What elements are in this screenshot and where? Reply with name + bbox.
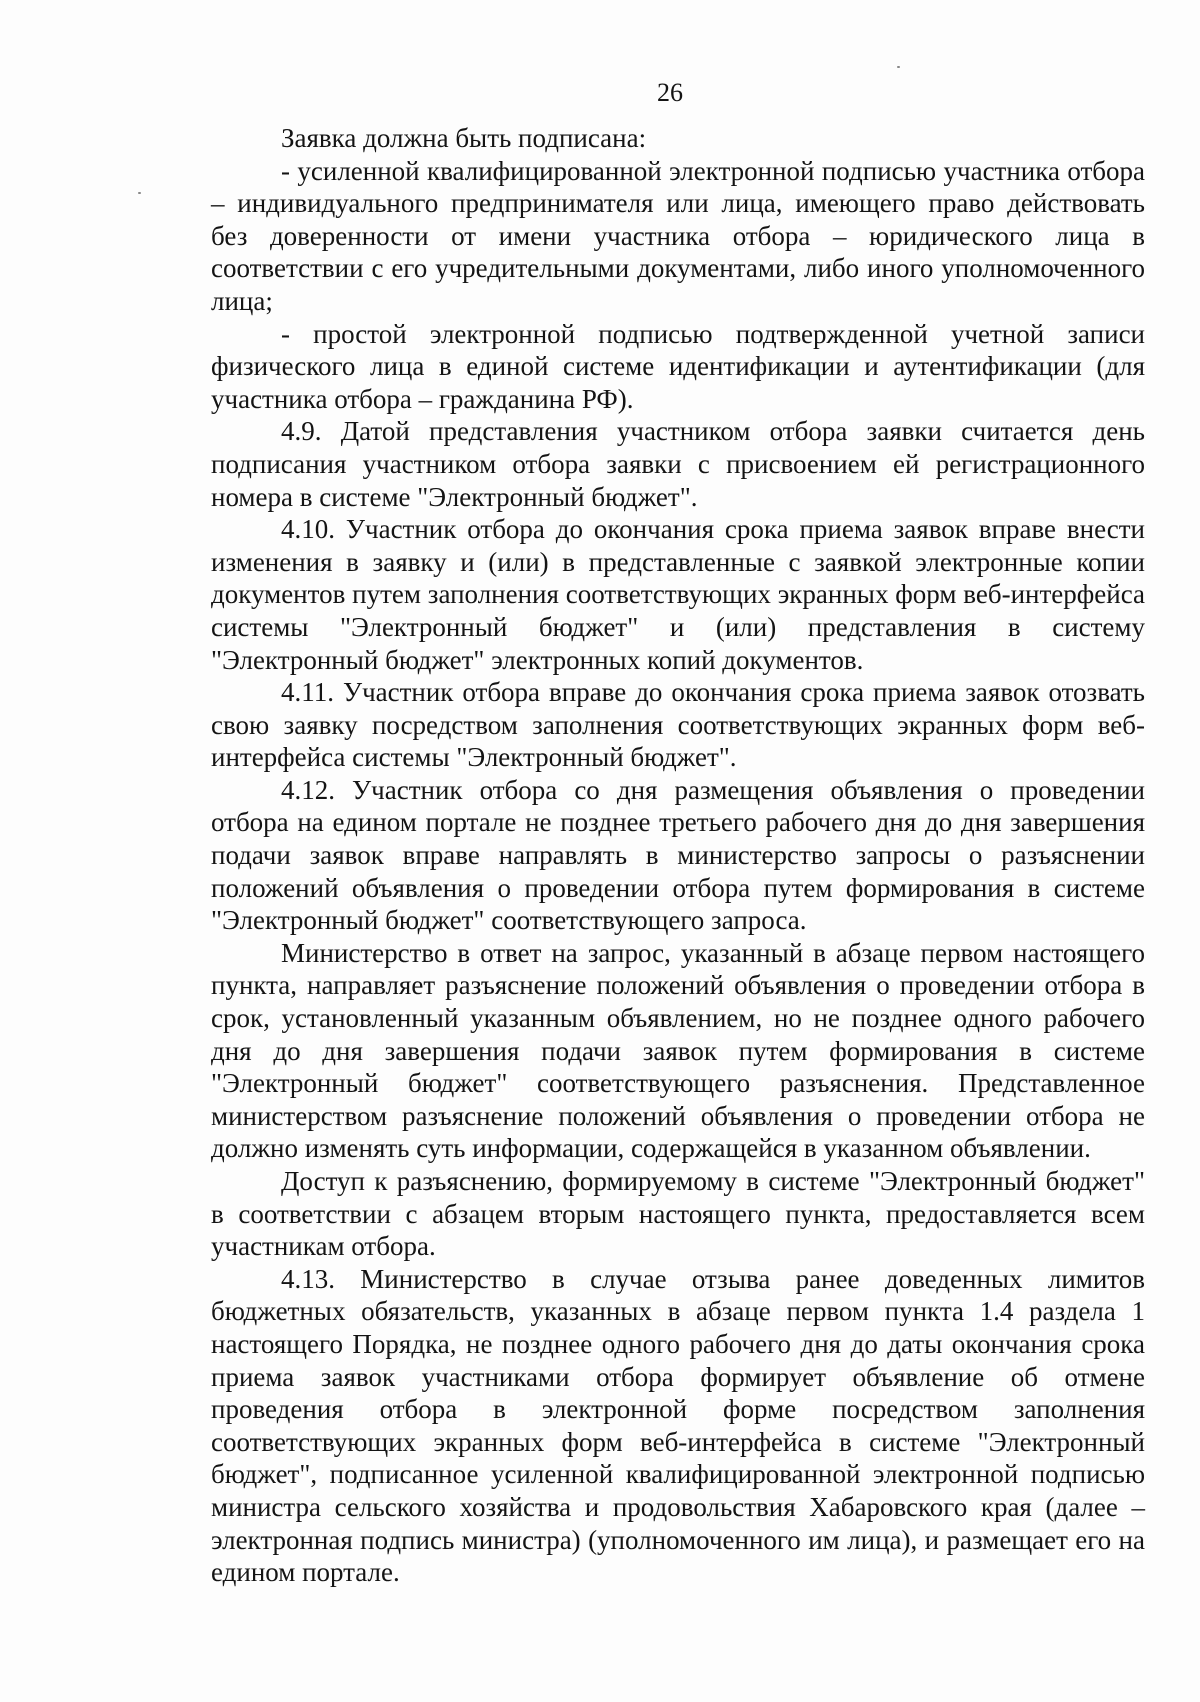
document-body bbox=[211, 122, 1145, 1589]
paragraph-4-11: 4.11. Участник отбора вправе до окончания срока приема заявок отозвать свою заявку посредством заполнения соответствующих экранных форм веб-интерфейса системы "Электронный бюджет". bbox=[211, 677, 1145, 773]
paragraph-simple-signature: - простой электронной подписью подтвержденной учетной записи физического лица в единой системе идентификации и аутентификации (для участника отбора – гражданина РФ). bbox=[211, 318, 1145, 414]
paragraph-4-12: 4.12. Участник отбора со дня размещения объявления о проведении отбора на едином портале не позднее третьего рабочего дня до дня завершения подачи заявок вправе направлять в министерство запросы о разъяснении положений объявления о проведении отбора путем формирования в системе "Электронный бюджет" соответствующего запроса. bbox=[211, 774, 1145, 936]
paragraph-signature-intro: Заявка должна быть подписана: bbox=[281, 123, 647, 153]
paragraph-access-clarification: Доступ к разъяснению, формируемому в системе "Электронный бюджет" в соответствии с абзацем вторым настоящего пункта, предоставляется всем участникам отбора. bbox=[211, 1166, 1145, 1262]
scan-speck bbox=[897, 66, 900, 68]
page-number: 26 bbox=[657, 78, 683, 107]
paragraph-4-9: 4.9. Датой представления участником отбора заявки считается день подписания участником отбора заявки с присвоением ей регистрационного номера в системе "Электронный бюджет". bbox=[211, 416, 1145, 512]
paragraph-4-13: 4.13. Министерство в случае отзыва ранее доведенных лимитов бюджетных обязательств, указанных в абзаце первом пункта 1.4 раздела 1 настоящего Порядка, не позднее одного рабочего дня до даты окончания срока приема заявок участниками отбора формирует объявление об отмене проведения отбора в электронной форме посредством заполнения соответствующих экранных форм веб-интерфейса в системе "Электронный бюджет", подписанное усиленной квалифицированной электронной подписью министра сельского хозяйства и продовольствия Хабаровского края (далее – электронная подпись министра) (уполномоченного им лица), и размещает его на едином портале. bbox=[211, 1263, 1145, 1588]
paragraph-qualified-signature: - усиленной квалифицированной электронной подписью участника отбора – индивидуального предпринимателя или лица, имеющего право действовать без доверенности от имени участника отбора – юридического лица в соответствии с его учредительными документами, либо иного уполномоченного лица; bbox=[211, 155, 1145, 316]
paragraph-4-10: 4.10. Участник отбора до окончания срока приема заявок вправе внести изменения в заявку и (или) в представленные с заявкой электронные копии документов путем заполнения соответствующих экранных форм веб-интерфейса системы "Электронный бюджет" и (или) представления в систему "Электронный бюджет" электронных копий документов. bbox=[211, 514, 1145, 675]
scan-speck bbox=[138, 192, 141, 194]
paragraph-ministry-response: Министерство в ответ на запрос, указанный в абзаце первом настоящего пункта, направляет разъяснение положений объявления о проведении отбора в срок, установленный указанным объявлением, но не позднее одного рабочего дня до дня завершения подачи заявок путем формирования в системе "Электронный бюджет" соответствующего разъяснения. Представленное министерством разъяснение положений объявления о проведении отбора не должно изменять суть информации, содержащейся в указанном объявлении. bbox=[211, 937, 1145, 1164]
